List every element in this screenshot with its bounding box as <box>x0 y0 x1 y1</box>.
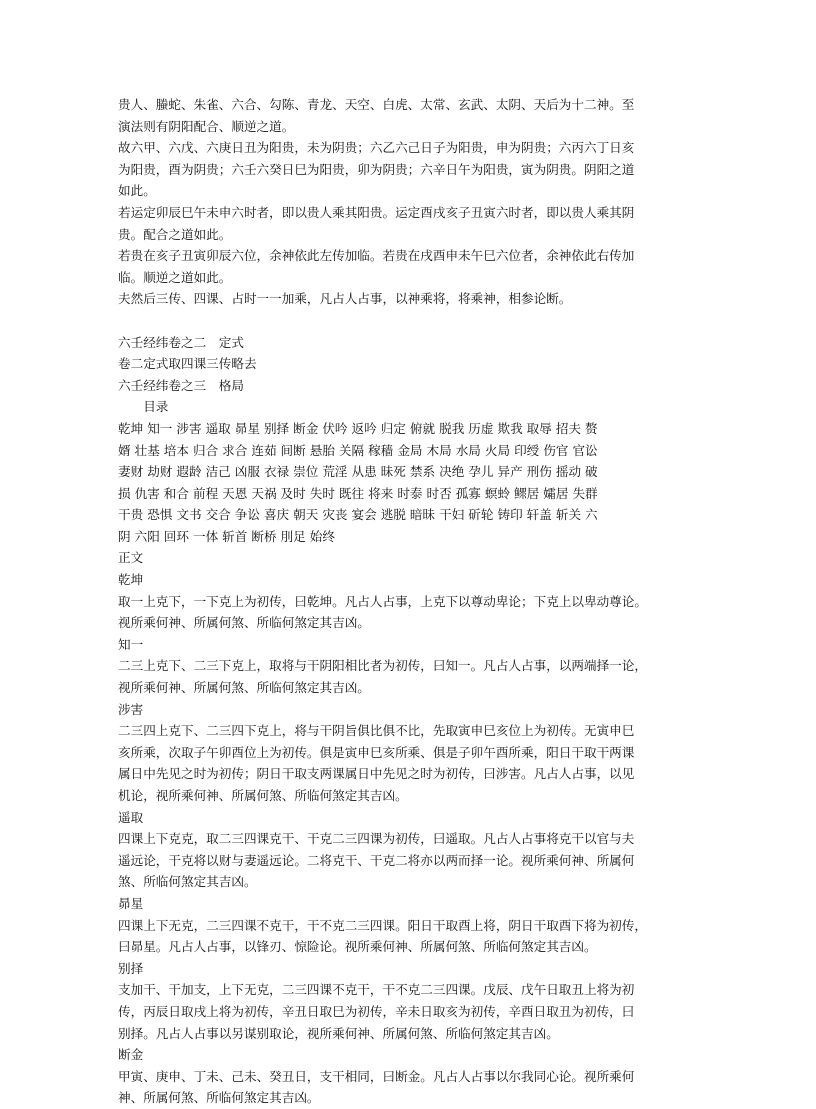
text-line: 遥远论，干克将以财与妻遥远论。二将克干、干克二将亦以两而择一论。视所乘何神、所属何 <box>118 852 635 868</box>
toc-line: 阴 六阳 回环 一体 斩首 断桥 刖足 始终 <box>118 528 335 544</box>
text-line: 视所乘何神、所属何煞、所临何煞定其吉凶。 <box>118 680 370 696</box>
entry-heading: 断金 <box>118 1047 144 1063</box>
text-line: 若贵在亥子丑寅卯辰六位，余神依此左传加临。若贵在戌酉申未午巳六位者，余神依此右传加 <box>118 248 635 264</box>
text-line: 支加干、干加支，上下无克，二三四课不克干，干不克二三四课。戊辰、戊午日取丑上将为初 <box>118 982 635 998</box>
entry-heading: 涉害 <box>118 701 144 717</box>
text-line: 四课上下无克，二三四课不克干，干不克二三四课。阳日干取酉上将，阴日干取酉下将为初传， <box>118 917 647 933</box>
chapter-heading: 六壬经纬卷之二 定式 <box>118 334 244 350</box>
text-line: 四课上下克克，取二三四课克干、干克二三四课为初传，曰遥取。凡占人占事将克干以官与夫 <box>118 831 635 847</box>
blank-line <box>118 310 716 332</box>
toc-line: 婿 壮基 培本 归合 求合 连茹 间断 悬胎 关隔 稼穑 金局 木局 水局 火局 印绶 伤官 官讼 <box>118 442 598 458</box>
text-line: 卷二定式取四课三传略去 <box>118 356 257 372</box>
text-line: 机论，视所乘何神、所属何煞、所临何煞定其吉凶。 <box>118 788 408 803</box>
entry-heading: 遥取 <box>118 809 144 825</box>
entry-heading: 昴星 <box>118 895 144 911</box>
text-line: 传，丙辰日取戌上将为初传，辛丑日取巳为初传，辛未日取亥为初传，辛酉日取丑为初传，曰 <box>118 1003 635 1019</box>
text-line: 属日中先见之时为初传；阴日干取支两课属日中先见之时为初传，曰涉害。凡占人占事，以见 <box>118 766 635 782</box>
entry-heading: 乾坤 <box>118 572 144 588</box>
text-line: 夫然后三传、四课、占时一一加乘，凡占人占事，以神乘将，将乘神，相参论断。 <box>118 291 572 307</box>
text-line: 甲寅、庚申、丁未、己未、癸丑日，支干相同，曰断金。凡占人占事以尔我同心论。视所乘何 <box>118 1068 635 1084</box>
text-line: 煞、所临何煞定其吉凶。 <box>118 874 257 890</box>
toc-line: 乾坤 知一 涉害 遥取 昴星 别择 断金 伏吟 返吟 归定 俯就 脱我 历虚 欺我 取辱 招夫 赘 <box>118 420 598 436</box>
text-line: 神、所属何煞、所临何煞定其吉凶。 <box>118 1090 320 1106</box>
toc-line: 妻财 劫财 遐龄 洁己 凶服 衣禄 崇位 荒淫 从患 昧死 禁系 决绝 孕儿 异产 刑伤 摇动 破 <box>118 464 598 480</box>
chapter-heading: 六壬经纬卷之三 格局 <box>118 377 244 393</box>
text-line: 亥所乘，次取子午卯酉位上为初传。俱是寅申巳亥所乘、俱是子卯午酉所乘，阳日干取干两课 <box>118 744 635 760</box>
text-line: 为阳贵，酉为阴贵；六壬六癸日巳为阳贵，卯为阴贵；六辛日午为阳贵，寅为阴贵。阴阳之道 <box>118 161 635 177</box>
text-line: 二三四上克下、二三四下克上，将与干阴旨俱比俱不比，先取寅申巳亥位上为初传。无寅申巳 <box>118 723 635 739</box>
text-line: 临。顺逆之道如此。 <box>118 269 232 285</box>
text-line: 演法则有阴阳配合、顺逆之道。 <box>118 118 295 134</box>
toc-line: 损 仇害 和合 前程 天恩 天祸 及时 失时 既往 将来 时泰 时否 孤寡 螟蛉 鳏居 孀居 失群 <box>118 485 598 501</box>
text-line: 视所乘何神、所属何煞、所临何煞定其吉凶。 <box>118 615 370 631</box>
entry-heading: 别择 <box>118 960 144 976</box>
section-heading: 正文 <box>118 550 144 566</box>
text-line: 别择。凡占人占事以另谋别取论，视所乘何神、所属何煞、所临何煞定其吉凶。 <box>118 1025 559 1041</box>
text-line: 如此。 <box>118 183 156 199</box>
text-line: 取一上克下，一下克上为初传，曰乾坤。凡占人占事，上克下以尊动卑论；下克上以卑动尊论。 <box>118 593 647 609</box>
toc-line: 干贵 恐惧 文书 交合 争讼 喜庆 朝天 灾丧 宴会 逃脱 暗昧 干妇 斫轮 铸印 轩盖 斩关 六 <box>118 507 598 523</box>
text-line: 若运定卯辰巳午未申六时者，即以贵人乘其阳贵。运定酉戌亥子丑寅六时者，即以贵人乘其阴 <box>118 204 635 220</box>
text-line: 二三上克下、二三下克上，取将与干阴阳相比者为初传，曰知一。凡占人占事，以两端择一论， <box>118 658 647 674</box>
text-line: 故六甲、六戊、六庚日丑为阳贵，未为阴贵；六乙六己日子为阳贵，申为阴贵；六丙六丁日亥 <box>118 140 635 156</box>
text-line: 曰昴星。凡占人占事，以锋刃、惊险论。视所乘何神、所属何煞、所临何煞定其吉凶。 <box>118 939 597 955</box>
text-line: 贵人、螣蛇、朱雀、六合、勾陈、青龙、天空、白虎、太常、玄武、太阴、天后为十二神。至 <box>118 97 635 112</box>
toc-heading: 目录 <box>118 399 169 415</box>
text-line: 贵。配合之道如此。 <box>118 226 232 242</box>
entry-heading: 知一 <box>118 636 144 652</box>
